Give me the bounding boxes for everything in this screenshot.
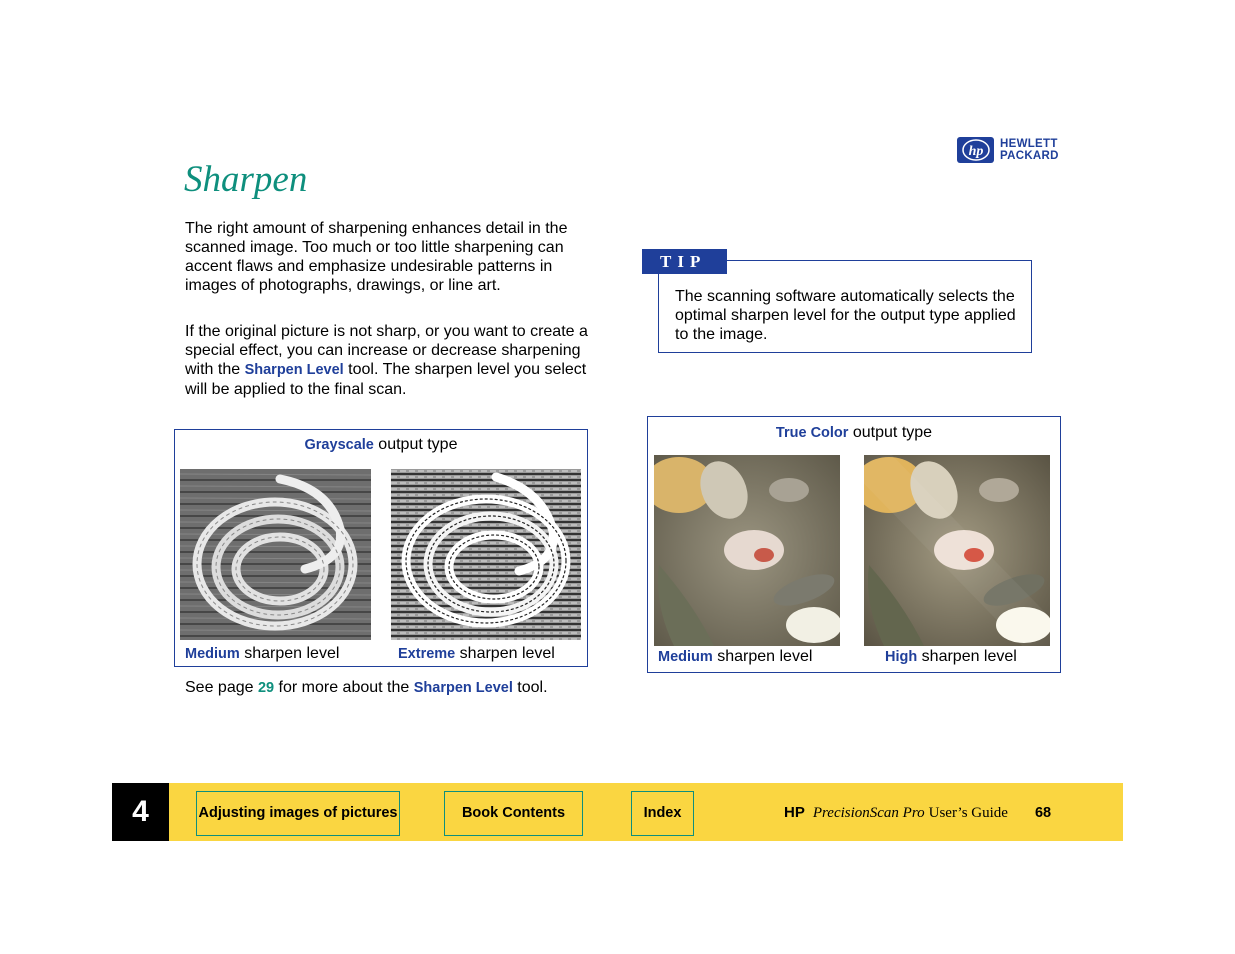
sharpen-level-link[interactable]: Sharpen Level: [244, 362, 344, 378]
hp-logo-icon: [957, 137, 994, 163]
see-page-line: See page 29 for more about the Sharpen Level tool.: [185, 679, 548, 696]
grayscale-caption: Grayscale output type: [304, 436, 458, 453]
adjusting-images-button[interactable]: Adjusting images of pictures: [196, 791, 400, 836]
rope-medium-image: [180, 469, 371, 640]
book-contents-button[interactable]: Book Contents: [444, 791, 583, 836]
true-color-high-label: High sharpen level: [885, 648, 1017, 665]
intro-paragraph: The right amount of sharpening enhances detail in the scanned image. Too much or too little sharpening can accent flaws and emphasize undesirable patterns in images of photographs, drawings, or line art.: [185, 220, 568, 294]
chapter-number: 4: [112, 783, 169, 841]
hp-logo: [957, 137, 1079, 163]
index-button[interactable]: Index: [631, 791, 694, 836]
grayscale-medium-label: Medium sharpen level: [185, 645, 340, 662]
grayscale-extreme-label: Extreme sharpen level: [398, 645, 555, 662]
svg-text:hp: hp: [968, 144, 983, 159]
rope-extreme-image: [391, 469, 581, 640]
sharpen-level-link-2[interactable]: Sharpen Level: [413, 680, 513, 696]
tip-text: The scanning software automatically selects the optimal sharpen level for the output type applied to the image.: [675, 288, 1016, 343]
guide-title: HP PrecisionScan Pro User’s Guide 68: [784, 804, 1052, 821]
sharpen-paragraph: If the original picture is not sharp, or you want to create a special effect, you can increase or decrease sharpening with the Sharpen Level tool. The sharpen level you select will be applied to the final scan.: [185, 323, 588, 398]
page-29-link[interactable]: 29: [257, 680, 275, 696]
page-title: Sharpen: [184, 159, 308, 200]
true-color-caption: True Color output type: [775, 424, 933, 441]
tip-label: TIP: [642, 249, 727, 274]
koi-high-image: [864, 455, 1050, 646]
true-color-medium-label: Medium sharpen level: [658, 648, 813, 665]
koi-medium-image: [654, 455, 840, 646]
hp-logo-text: HEWLETT PACKARD: [1000, 138, 1059, 162]
page-number: 68: [1034, 805, 1052, 821]
